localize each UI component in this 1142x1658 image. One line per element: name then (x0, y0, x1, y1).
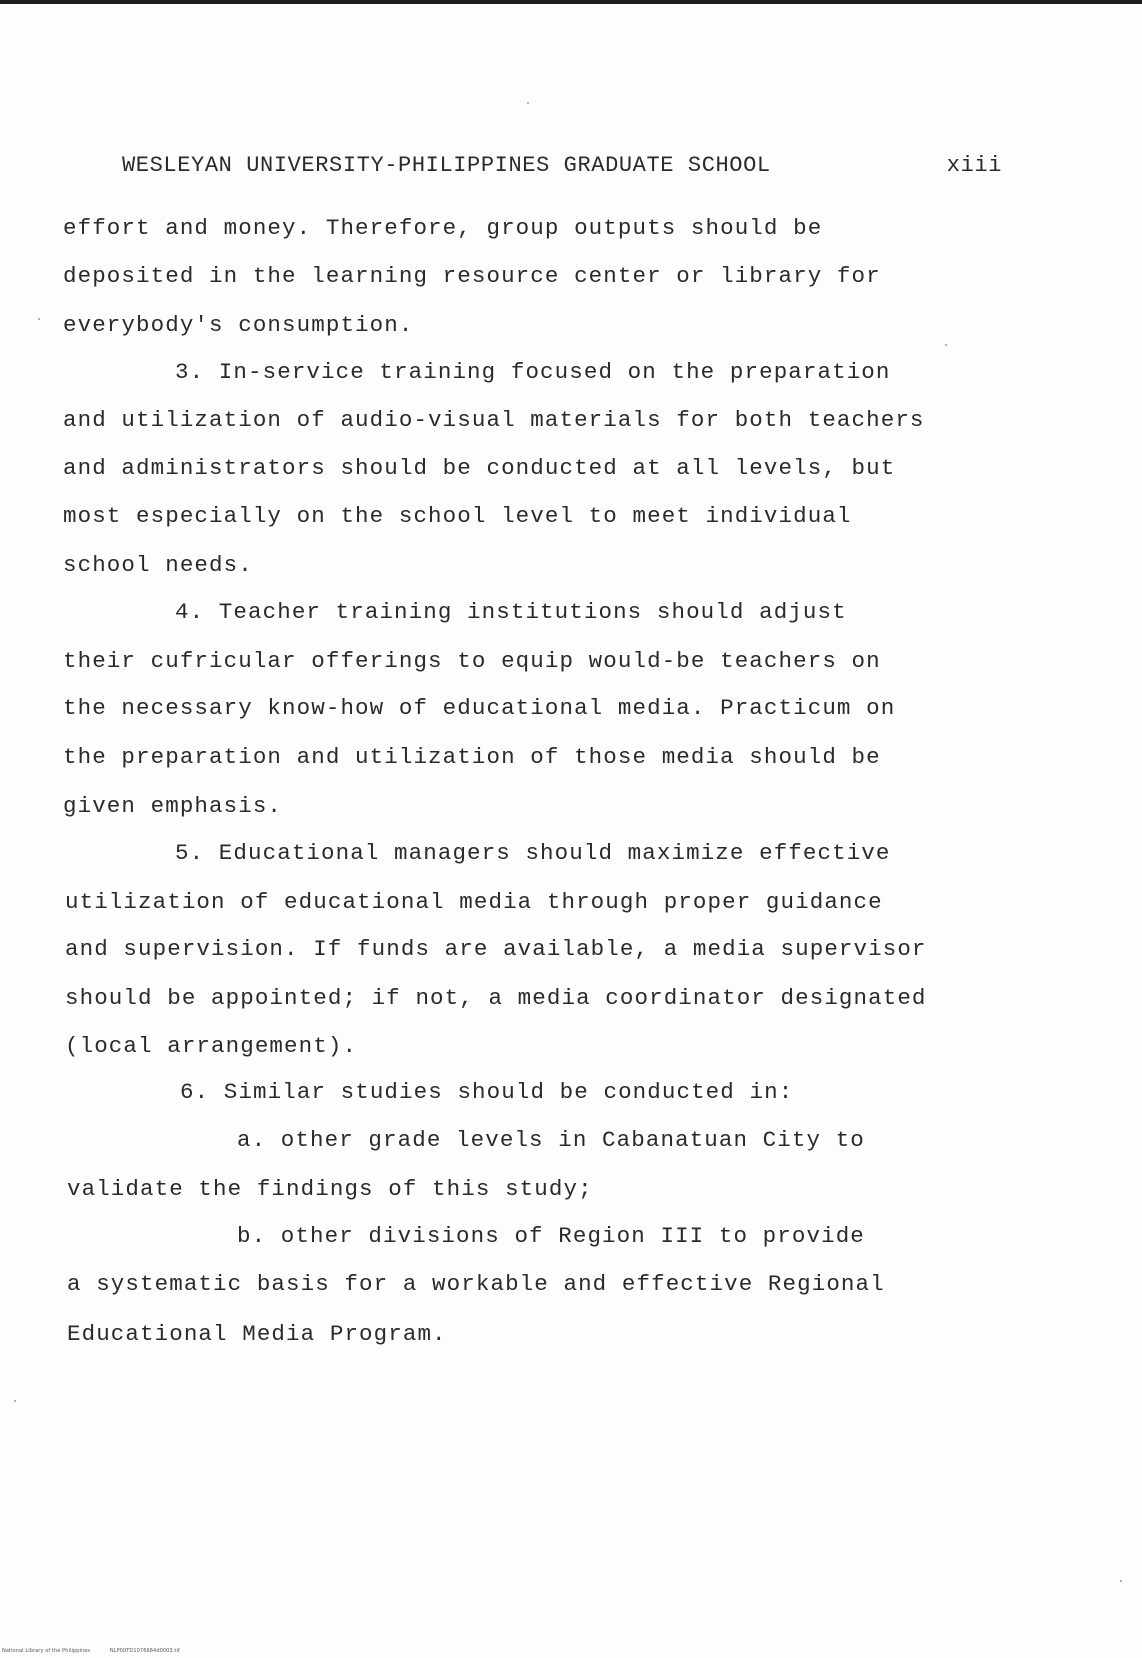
text-line: 6. Similar studies should be conducted in: (180, 1079, 794, 1105)
text-line: school needs. (63, 552, 253, 578)
text-line: most especially on the school level to meet individual (63, 503, 852, 529)
footer-file-id: NLP00TD1076664d0003.tif (109, 1648, 180, 1654)
running-header (122, 150, 1002, 182)
text-line: their cufricular offerings to equip would-be teachers on (63, 648, 881, 674)
text-line: 4. Teacher training institutions should adjust (175, 599, 847, 625)
top-border-rule (0, 0, 1142, 4)
scan-speck (945, 344, 947, 346)
scan-speck (1120, 1580, 1122, 1582)
text-line: validate the findings of this study; (67, 1176, 593, 1202)
text-line: and administrators should be conducted at all levels, but (63, 455, 896, 481)
text-line: and supervision. If funds are available, a media supervisor (65, 936, 927, 962)
page-number: xiii (946, 153, 1002, 178)
text-line: (local arrangement). (65, 1033, 358, 1059)
text-line: the necessary know-how of educational media. Practicum on (63, 695, 896, 721)
header-title: WESLEYAN UNIVERSITY-PHILIPPINES GRADUATE SCHOOL (122, 153, 771, 178)
text-line: everybody's consumption. (63, 312, 414, 338)
scan-speck (14, 1400, 16, 1402)
text-line: should be appointed; if not, a media coordinator designated (65, 985, 927, 1011)
text-line: and utilization of audio-visual materials for both teachers (63, 407, 925, 433)
text-line: a. other grade levels in Cabanatuan City to (237, 1127, 865, 1153)
text-line: a systematic basis for a workable and effective Regional (67, 1271, 885, 1297)
text-line: utilization of educational media through proper guidance (65, 889, 883, 915)
scan-footer (2, 1648, 198, 1654)
text-line: 5. Educational managers should maximize effective (175, 840, 891, 866)
footer-library: National Library of the Philippines (2, 1648, 91, 1654)
scan-speck (527, 102, 529, 104)
text-line: the preparation and utilization of those media should be (63, 744, 881, 770)
text-line: 3. In-service training focused on the preparation (175, 359, 891, 385)
scan-speck (38, 318, 40, 320)
text-line: effort and money. Therefore, group outputs should be (63, 215, 823, 241)
text-line: deposited in the learning resource center or library for (63, 263, 881, 289)
text-line: b. other divisions of Region III to provide (237, 1223, 865, 1249)
text-line: given emphasis. (63, 793, 283, 819)
text-line: Educational Media Program. (67, 1321, 447, 1347)
